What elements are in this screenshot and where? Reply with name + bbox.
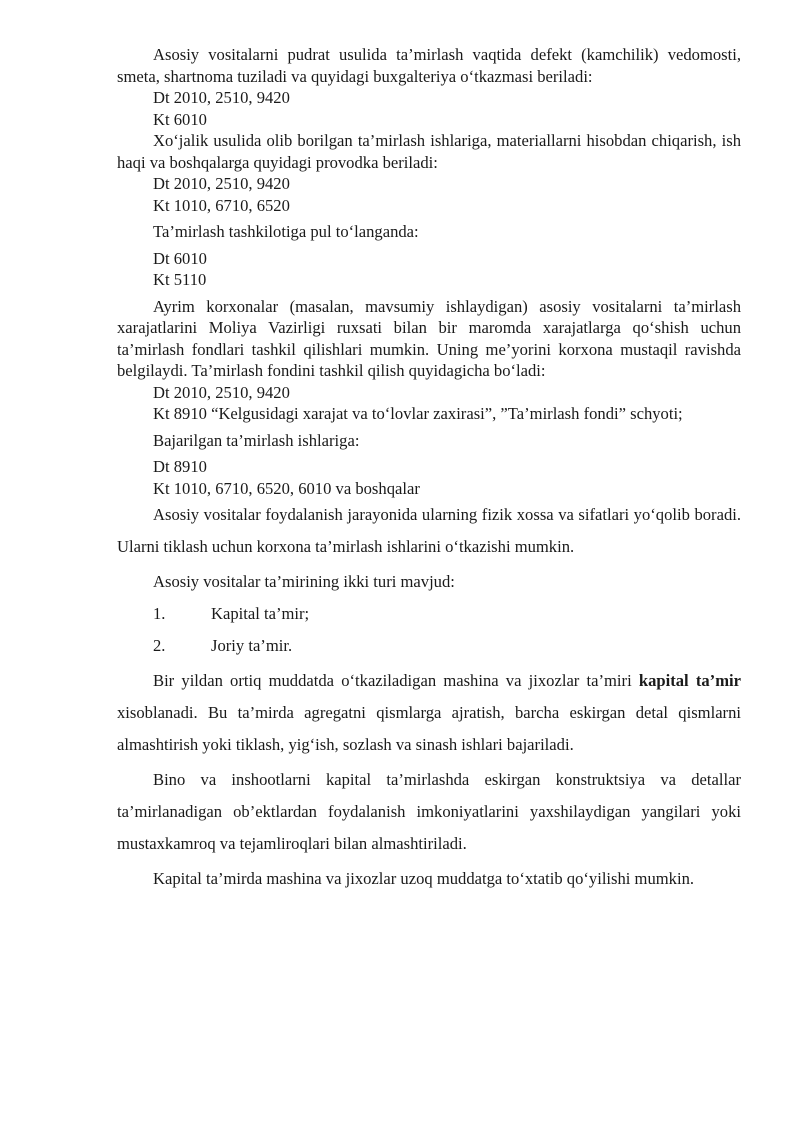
text-run: Bir yildan ortiq muddatda o‘tkaziladigan mashina va jixozlar ta’miri — [153, 671, 639, 690]
entry-debit: Dt 8910 — [153, 457, 207, 476]
text-run: xisoblanadi. Bu ta’mirda agregatni qismlarga ajratish, barcha eskirgan detal qismlarni almashtirish yoki tiklash, yig‘ish, sozlash va sinash ishlari bajariladi. — [117, 703, 741, 754]
list-item — [117, 630, 741, 662]
paragraph-completed-works: Bajarilgan ta’mirlash ishlariga: — [153, 430, 360, 450]
entry-credit: Kt 1010, 6710, 6520 — [153, 195, 290, 215]
paragraph-buildings: Bino va inshootlarni kapital ta’mirlashda eskirgan konstruktsiya va detallar ta’mirlanadigan ob’ektlardan foydalanish imkoniyatlarini yaxshilaydigan yangilari yoki mustaxkamroq va tejamliroqlari bilan almashtiriladi. — [117, 770, 741, 853]
paragraph-contract-repair: Asosiy vositalarni pudrat usulida ta’mirlash vaqtida defekt (kamchilik) vedomosti, smeta, shartnoma tuziladi va quyidagi buxgalteriya o‘tkazmasi beriladi: — [117, 45, 741, 86]
entry-credit: Kt 6010 — [153, 109, 207, 129]
list-number: 1. — [153, 604, 166, 623]
paragraph-downtime: Kapital ta’mirda mashina va jixozlar uzoq muddatga to‘xtatib qo‘yilishi mumkin. — [153, 869, 695, 888]
paragraph-repair-fund: Ayrim korxonalar (masalan, mavsumiy ishlaydigan) asosiy vositalarni ta’mirlash xarajatlarini Moliya Vazirligi ruxsati bilan bir maromda xarajatlarga qo‘shish uchun ta’mirlash fondlari tashkil qilishlari mumkin. Uning me’yorini korxona mustaqil ravishda belgilaydi. Ta’mirlash fondini tashkil qilish quyidagicha bo‘ladi: — [117, 296, 741, 380]
paragraph-payment: Ta’mirlash tashkilotiga pul to‘langanda: — [153, 222, 419, 241]
entry-debit: Dt 6010 — [153, 248, 207, 268]
paragraph-inhouse-repair: Xo‘jalik usulida olib borilgan ta’mirlash ishlariga, materiallarni hisobdan chiqarish, ish haqi va boshqalarga quyidagi provodka beriladi: — [117, 131, 741, 172]
list-number: 2. — [153, 636, 166, 655]
paragraph-capital-repair — [117, 665, 741, 761]
bold-term: kapital ta’mir — [638, 671, 742, 690]
entry-debit: Dt 2010, 2510, 9420 — [153, 88, 290, 107]
paragraph-wear: Asosiy vositalar foydalanish jarayonida ularning fizik xossa va sifatlari yo‘qolib boradi. Ularni tiklash uchun korxona ta’mirlash ishlarini o‘tkazishi mumkin. — [117, 505, 741, 556]
entry-debit: Dt 2010, 2510, 9420 — [153, 174, 290, 193]
entry-credit: Kt 5110 — [153, 270, 207, 289]
repair-types-list — [117, 598, 741, 662]
list-item — [117, 598, 741, 630]
entry-credit: Kt 1010, 6710, 6520, 6010 va boshqalar — [153, 478, 420, 498]
document-page — [117, 44, 741, 895]
paragraph-repair-types: Asosiy vositalar ta’mirining ikki turi mavjud: — [153, 572, 455, 591]
entry-debit: Dt 2010, 2510, 9420 — [153, 382, 290, 402]
list-text: Kapital ta’mir; — [211, 604, 310, 623]
list-text: Joriy ta’mir. — [211, 636, 293, 655]
entry-credit: Kt 8910 “Kelgusidagi xarajat va to‘lovlar zaxirasi”, ”Ta’mirlash fondi” schyoti; — [153, 404, 683, 423]
